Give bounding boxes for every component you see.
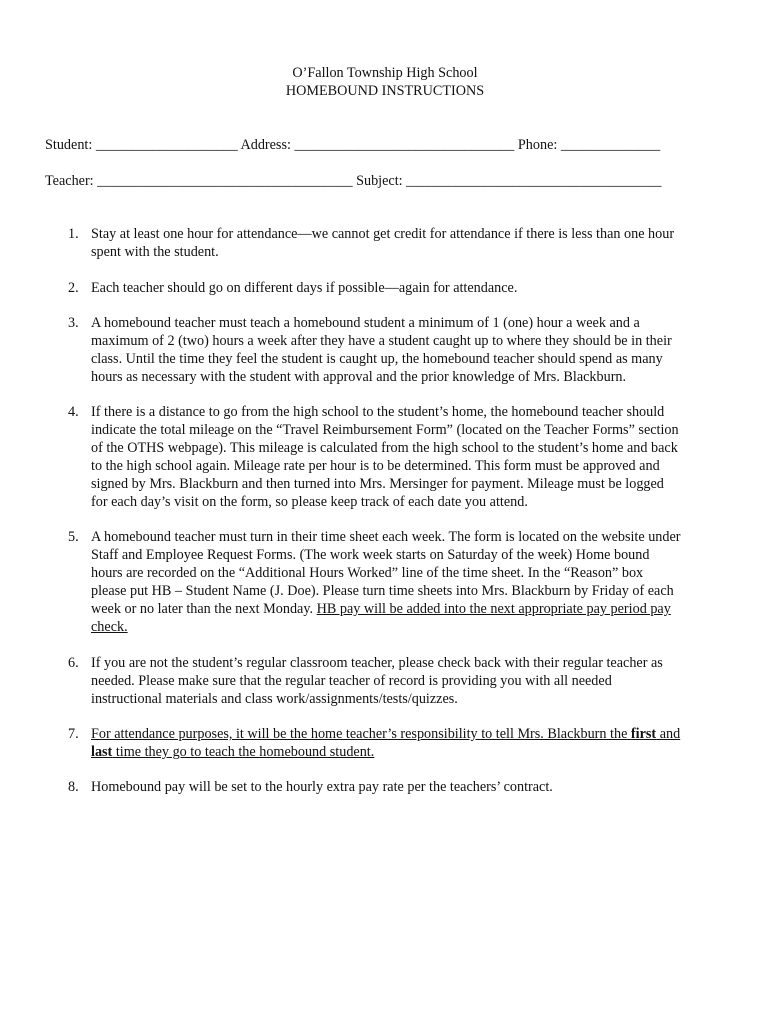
item-number: 1. (68, 226, 79, 242)
item-line: maximum of 2 (two) hours a week after they have a student caught up to where they should be in their (91, 333, 672, 349)
item-line: indicate the total mileage on the “Travel Reimbursement Form” (located on the Teacher Forms” section (91, 422, 679, 438)
item-number: 8. (68, 779, 79, 795)
item-number: 3. (68, 315, 79, 331)
document-title: HOMEBOUND INSTRUCTIONS (285, 83, 485, 99)
pay-notice-underlined: HB pay will be added into the next appropriate pay period pay (316, 601, 671, 617)
item-line: If there is a distance to go from the high school to the student’s home, the homebound teacher should (91, 404, 665, 420)
item-text (91, 314, 723, 386)
item-number: 4. (68, 404, 79, 420)
item-line: hours are recorded on the “Additional Hours Worked” line of the time sheet. In the “Reason” box (91, 565, 644, 581)
school-name: O’Fallon Township High School (292, 65, 478, 81)
item-text (91, 725, 723, 761)
item-number: 7. (68, 726, 79, 742)
item-text (91, 528, 723, 636)
attendance-text: time they go to teach the homebound student. (112, 744, 375, 760)
item-number: 2. (68, 280, 79, 296)
item-line: Stay at least one hour for attendance—we cannot get credit for attendance if there is less than one hour (91, 226, 675, 242)
item-line: to the high school again. Mileage rate per hour is to be determined. This form must be approved and (91, 458, 660, 474)
item-line (91, 743, 723, 761)
teacher-subject-fields: Teacher: ____________________________________ Subject: ____________________________________ (45, 173, 662, 189)
student-address-phone-fields: Student: ____________________ Address: _______________________________ Phone: ______________ (45, 137, 661, 153)
item-line: Staff and Employee Request Forms. (The work week starts on Saturday of the week) Home bound (91, 547, 650, 563)
attendance-text: and (656, 726, 681, 742)
item-line: hours as necessary with the student with approval and the prior knowledge of Mrs. Blackburn. (91, 369, 627, 385)
item-number: 5. (68, 529, 79, 545)
item-line (91, 725, 723, 743)
item-line: class. Until the time they feel the student is caught up, the homebound teacher should spend as many (91, 351, 663, 367)
item-line: A homebound teacher must teach a homebound student a minimum of 1 (one) hour a week and a (91, 315, 640, 331)
item-line: needed. Please make sure that the regular teacher of record is providing you with all needed (91, 673, 612, 689)
item-line: Homebound pay will be set to the hourly extra pay rate per the teachers’ contract. (91, 779, 553, 795)
item-text (91, 403, 723, 511)
emphasis-first: first (630, 726, 657, 742)
item-number: 6. (68, 655, 79, 671)
item-line: instructional materials and class work/assignments/tests/quizzes. (91, 691, 458, 707)
item-line: A homebound teacher must turn in their time sheet each week. The form is located on the website under (91, 529, 681, 545)
emphasis-last: last (91, 744, 113, 760)
item-line: please put HB – Student Name (J. Doe). Please turn time sheets into Mrs. Blackburn by Friday of each (91, 583, 674, 599)
item-text (91, 225, 723, 261)
item-text (91, 778, 723, 796)
attendance-text: For attendance purposes, it will be the home teacher’s responsibility to tell Mrs. Blackburn the (91, 726, 631, 742)
item-line: Each teacher should go on different days if possible—again for attendance. (91, 280, 518, 296)
item-line (91, 600, 723, 618)
item-line (91, 618, 723, 636)
item-line: If you are not the student’s regular classroom teacher, please check back with their regular teacher as (91, 655, 663, 671)
item-text (91, 654, 723, 708)
item-line-text: week or no later than the next Monday. (91, 601, 317, 617)
item-line: spent with the student. (91, 244, 219, 260)
item-line: of the OTHS webpage). This mileage is calculated from the high school to the student’s home and back (91, 440, 678, 456)
pay-notice-underlined: check. (91, 619, 128, 635)
item-line: signed by Mrs. Blackburn and then turned into Mrs. Mersinger for payment. Mileage must be logged (91, 476, 664, 492)
document-header (0, 64, 770, 100)
item-line: for each day’s visit on the form, so please keep track of each date you attend. (91, 494, 528, 510)
item-text (91, 279, 723, 297)
